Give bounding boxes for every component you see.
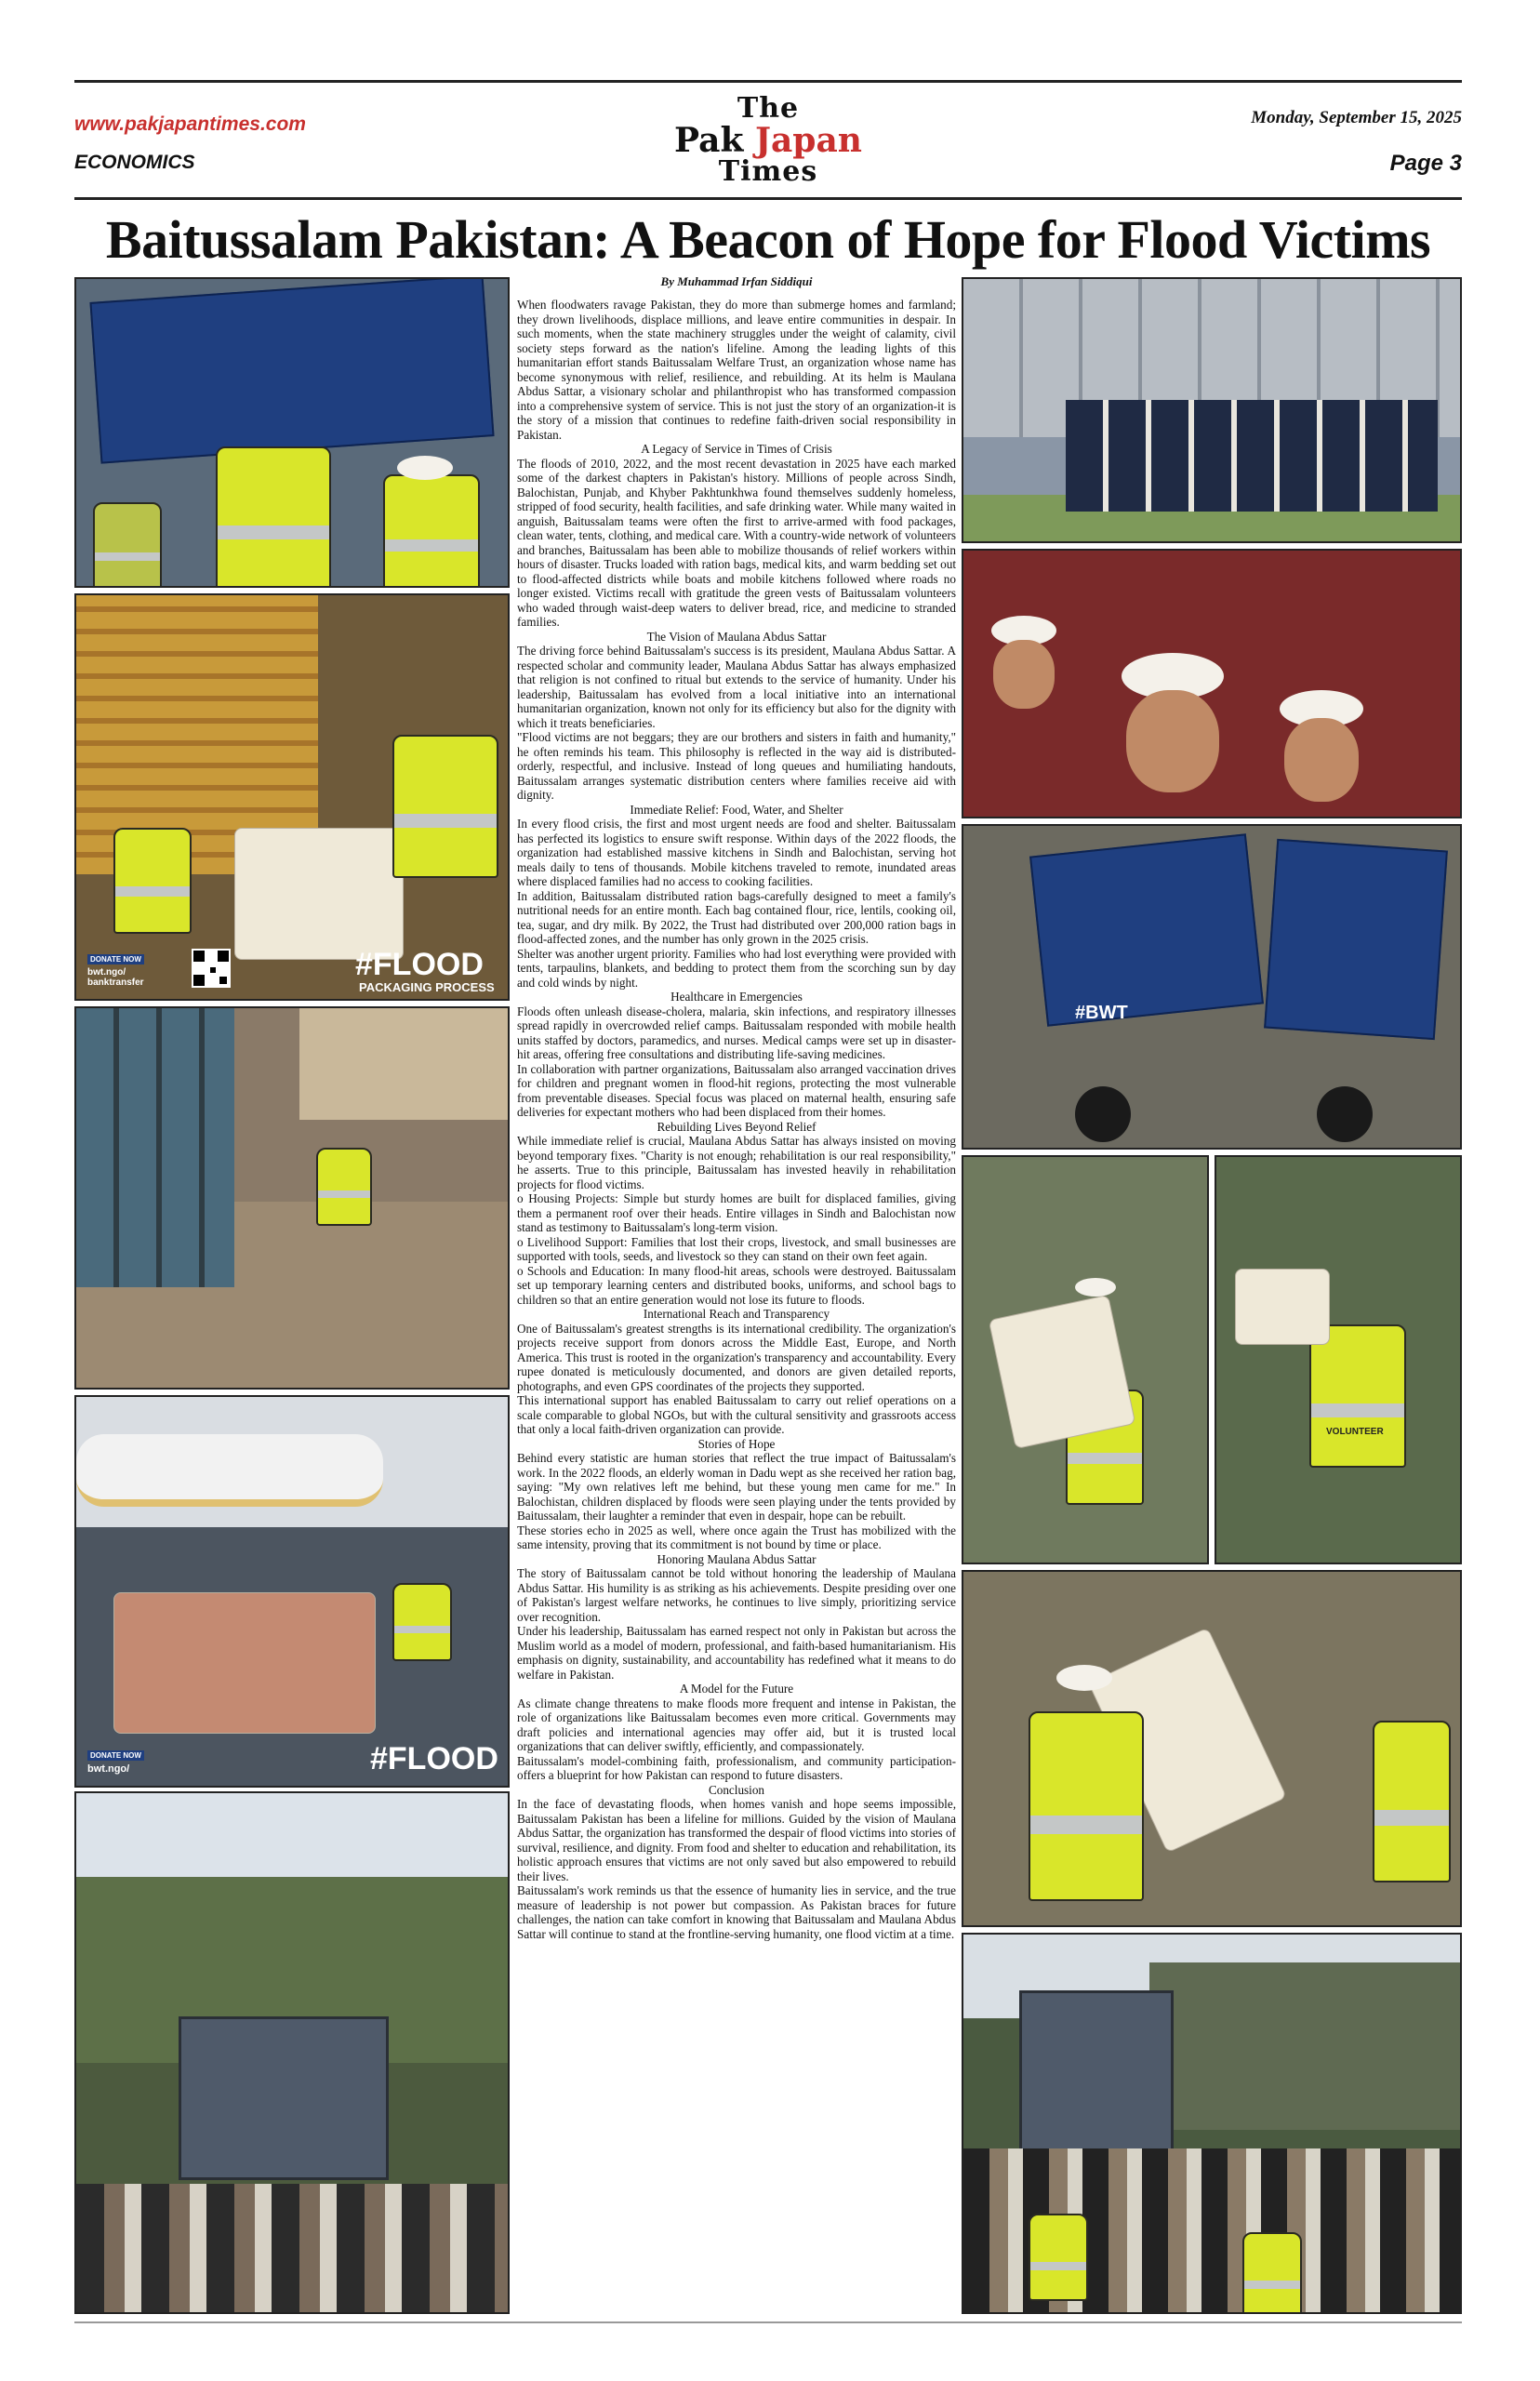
article-subheading: The Vision of Maulana Abdus Sattar	[646, 629, 827, 644]
article-paragraph: This international support has enabled Baitussalam to carry out relief operations on a scale comparable to global NGOs, but with the cultural sensitivity and grassroots access that only a local faith-driven organization can provide.	[517, 1393, 956, 1436]
article-paragraph: The story of Baitussalam cannot be told without honoring the leadership of Maulana Abdus Sattar. His humility is as striking as his achievements. Despite presiding over one of Pakistan's largest welfare networks, he continues to live simply, prioritizing service over recognition.	[517, 1566, 956, 1624]
article-subheading: A Legacy of Service in Times of Crisis	[641, 442, 832, 456]
photo-banner-volunteers	[74, 277, 510, 588]
volunteer-tag: VOLUNTEER	[1326, 1427, 1384, 1437]
relief-truck	[1019, 1990, 1174, 2154]
ration-sack	[1235, 1269, 1330, 1345]
photo-ration-handover	[962, 1570, 1462, 1927]
issue-date: Monday, September 15, 2025	[1251, 108, 1462, 127]
article-paragraph: In the face of devastating floods, when homes vanish and hope seems impossible, Baitussalam Pakistan has been a lifeline for millions. Guided by the vision of Maulana Abdus Sattar, the organization has transformed the despair of flood victims into stories of survival, resilience, and dignity. From food and shelter to education and rehabilitation, its holistic approach ensures that victims are not only saved but also empowered to rebuild their lives.	[517, 1797, 956, 1883]
article-subheading: Stories of Hope	[697, 1436, 776, 1451]
article-paragraph: While immediate relief is crucial, Maulana Abdus Sattar has always insisted on moving beyond temporary fixes. "Charity is not enough; rehabilitation is our real responsibility," he asserts. True to this principle, Baitussalam has invested heavily in rehabilitation projects for flood victims.	[517, 1134, 956, 1191]
logo-pak: Pak	[674, 121, 744, 160]
article-subheading: Rebuilding Lives Beyond Relief	[657, 1119, 816, 1134]
volunteer-vest	[216, 446, 331, 588]
article-paragraph: Baitussalam's work reminds us that the essence of humanity lies in service, and the true measure of leadership is not power but compassion. As Pakistan braces for future challenges, the nation can take comfort in knowing that Baitussalam and Maulana Abdus Sattar will continue to stand at the frontline-serving humanity, one flood victim at a time.	[517, 1883, 956, 1941]
photo-students-auditorium	[962, 549, 1462, 818]
article-paragraph: The driving force behind Baitussalam's success is its president, Maulana Abdus Sattar. A respected scholar and community leader, Maulana Abdus Sattar has always emphasized that religion is not confined to ritual but extends to the service of humanity. Under his leadership, Baitussalam has evolved from a local initiative into an international humanitarian organization, known not only for its efficiency but also for the dignity with which it treats beneficiaries.	[517, 644, 956, 730]
article-paragraph: Floods often unleash disease-cholera, malaria, skin infections, and respiratory illnesses spread rapidly in overcrowded relief camps. Baitussalam responded with mobile health units staffed by doctors, paramedics, and nurses. Medical camps were set up in disaster-hit areas, offering free consultations and distributing life-saving medicines.	[517, 1004, 956, 1061]
photo-flooded-street	[74, 1006, 510, 1390]
students-group	[1066, 400, 1438, 512]
article-subheading: Healthcare in Emergencies	[670, 990, 803, 1004]
photo-airport-cargo	[74, 1395, 510, 1788]
volunteer-vest	[1373, 1721, 1451, 1882]
prayer-cap	[1056, 1665, 1112, 1691]
volunteer-vest	[392, 735, 498, 878]
bottom-rule	[74, 2321, 1462, 2323]
volunteer-vest	[1242, 2232, 1302, 2314]
article-subheading: Immediate Relief: Food, Water, and Shelter	[630, 802, 843, 817]
section-label: ECONOMICS	[74, 152, 195, 173]
truck-banner-left	[1029, 833, 1264, 1026]
article-paragraph: In every flood crisis, the first and most urgent needs are food and shelter. Baitussalam has perfected its logistics to ensure swift response. Within days of the 2022 floods, the organization had established massive kitchens in Sindh and Balochistan, serving hot meals daily to tens of thousands. Mobile kitchens traveled to remote, inundated areas where displaced families had no access to cooking facilities.	[517, 817, 956, 888]
bank-link: bwt.ngo/ banktransfer	[87, 967, 144, 988]
article-paragraph: In addition, Baitussalam distributed ration bags-carefully designed to meet a family's nutritional needs for an entire month. Each bag contained flour, rice, lentils, cooking oil, tea, sugar, and dry milk. By 2022, the Trust had distributed over 200,000 ration bags in flood-affected zones, and the number has only grown in the 2025 crisis.	[517, 888, 956, 946]
donate-label: DONATE NOW	[87, 1750, 144, 1761]
volunteer-vest	[113, 828, 192, 934]
student-face	[1284, 718, 1359, 802]
aircraft	[76, 1434, 383, 1507]
student-face	[993, 640, 1055, 709]
photo-loading-sacks-right	[1215, 1155, 1462, 1564]
article-paragraph: Under his leadership, Baitussalam has earned respect not only in Pakistan but across the Muslim world as a model of modern, professional, and faith-based humanitarianism. His emphasis on dignity, sustainability, and accountability has redefined what it means to do welfare in Pakistan.	[517, 1624, 956, 1682]
article-paragraph: As climate change threatens to make floods more frequent and intense in Pakistan, the role of organizations like Baitussalam becomes even more critical. Governments may draft policies and international agencies may offer aid, but it is trusted local organizations that can deliver swiftly, efficiently, and compassionately.	[517, 1696, 956, 1753]
cargo-pallet	[113, 1592, 376, 1734]
student-face	[1126, 690, 1219, 792]
ngo-link: bwt.ngo/	[87, 1763, 130, 1775]
article-subheading: Honoring Maulana Abdus Sattar	[657, 1551, 816, 1566]
photo-packaging-process	[74, 593, 510, 1001]
article-paragraph: One of Baitussalam's greatest strengths is its international credibility. The organization's projects receive support from donors across the Middle East, Europe, and North America. This trust is rooted in the organization's transparency and accountability. Every rupee donated is meticulously documented, and donors are given detailed reports, photographs, and even GPS coordinates of the projects they supported.	[517, 1321, 956, 1393]
prayer-cap	[397, 456, 453, 480]
headline: Baitussalam Pakistan: A Beacon of Hope for Flood Victims	[105, 209, 1431, 270]
sack	[234, 828, 404, 960]
photo-students-standing	[962, 277, 1462, 543]
site-url[interactable]: www.pakjapantimes.com	[74, 113, 306, 135]
article-paragraph: Behind every statistic are human stories that reflect the true impact of Baitussalam's work. In the 2022 floods, an elderly woman in Dadu wept as she received her ration bag, saying: "My own relatives left me behind, but these young men came for me." In Balochistan, children displaced by floods were seen playing under the tents provided by Baitussalam, their laughter a reminder that even in despair, hope can be rebuilt.	[517, 1451, 956, 1523]
truck-wheel	[1075, 1086, 1131, 1142]
prayer-cap	[1075, 1278, 1116, 1297]
logo-the: The	[737, 92, 800, 125]
truck-banner-right	[1264, 839, 1448, 1040]
volunteer-vest	[1309, 1324, 1406, 1468]
photo-bwt-truck	[962, 824, 1462, 1150]
volunteer-vest	[316, 1148, 372, 1226]
volunteer-vest	[392, 1583, 452, 1661]
article-paragraph: The floods of 2010, 2022, and the most recent devastation in 2025 have each marked some of the darkest chapters in Pakistan's history. Millions of people across Sindh, Balochistan, Punjab, and Khyber Pakhtunkhwa found themselves suddenly homeless, stripped of food security, health facilities, and safe drinking water. While many waited in anguish, Baitussalam teams were often the first to arrive-armed with food packages, clean water, tents, clothing, and medical care. With a country-wide network of volunteers and branches, Baitussalam has been able to mobilize thousands of relief workers within hours of disaster. Trucks loaded with ration bags, medical kits, and warm bedding set out to flood-affected districts while boats and mobile kitchens followed where roads no longer existed. Victims recall with gratitude the green vests of Baitussalam volunteers who waded through waist-deep waters to deliver bread, rice, and medicine to stranded families.	[517, 456, 956, 629]
article-subheading: International Reach and Transparency	[643, 1307, 830, 1321]
packaging-caption: PACKAGING PROCESS	[359, 980, 495, 994]
photo-crowd-distribution	[962, 1933, 1462, 2314]
article-paragraph: Shelter was another urgent priority. Families who had lost everything were provided with tents, tarpaulins, blankets, and bedding to protect them from the scorching sun by day and cold winds by night.	[517, 946, 956, 990]
logo-middle	[595, 123, 941, 158]
article-paragraph: When floodwaters ravage Pakistan, they do more than submerge homes and farmland; they drown livelihoods, displace millions, and leave entire communities in despair. In such moments, when the state machinery struggles under the weight of calamity, civil society steps forward as the nation's lifeline. Among the leading lights of this humanitarian effort stands Baitussalam Welfare Trust, an organization whose name has become synonymous with relief, resilience, and rebuilding. At its helm is Maulana Abdus Sattar, a visionary scholar and philanthropist who has transformed compassion into a comprehensive system of service. This is not just the story of an organization-it is the story of a mission that continues to redefine faith-driven social responsibility in Pakistan.	[517, 298, 956, 442]
bwt-tag: #BWT	[1075, 1003, 1128, 1023]
newspaper-logo	[595, 92, 941, 188]
truck-wheel	[1317, 1086, 1373, 1142]
volunteer-vest	[1029, 2214, 1088, 2301]
article-paragraph: "Flood victims are not beggars; they are our brothers and sisters in faith and humanity," he often reminds his team. This philosophy is reflected in the way aid is distributed-orderly, respectful, and inclusive. Instead of long queues and humiliating handouts, Baitussalam arranges systematic distribution centers where families receive aid with dignity.	[517, 730, 956, 802]
shops-row	[76, 1008, 234, 1287]
qr-code-icon	[192, 949, 231, 988]
article-paragraph: o Housing Projects: Simple but sturdy homes are built for displaced families, giving them a permanent roof over their heads. Entire villages in Sindh and Balochistan now stand as testimony to Baitussalam's long-term vision.	[517, 1191, 956, 1234]
article-paragraph: Baitussalam's model-combining faith, professionalism, and community participation-offers a blueprint for how Pakistan can respond to future disasters.	[517, 1753, 956, 1782]
sky	[299, 1008, 508, 1120]
ration-sack	[989, 1295, 1136, 1449]
logo-times: Times	[718, 155, 818, 188]
top-rule	[74, 80, 1462, 83]
volunteer-vest	[93, 502, 162, 588]
masthead-rule	[74, 197, 1462, 200]
flood-hashtag-2: #FLOOD	[370, 1741, 498, 1776]
relief-banner	[89, 277, 494, 464]
relief-truck	[179, 2016, 389, 2180]
flood-hashtag: #FLOOD	[355, 947, 484, 982]
article-paragraph: These stories echo in 2025 as well, where once again the Trust has mobilized with the same intensity, proving that its commitment is not bound by time or place.	[517, 1523, 956, 1551]
article-paragraph: In collaboration with partner organizations, Baitussalam also arranged vaccination drives for children and pregnant women in flood-hit regions, protecting the most vulnerable from preventable diseases. Special focus was placed on maternal health, ensuring safe deliveries for expectant mothers who had been displaced from their homes.	[517, 1061, 956, 1119]
byline: By Muhammad Irfan Siddiqui	[660, 274, 813, 288]
volunteer-vest	[1029, 1711, 1144, 1901]
photo-mountain-relief-truck	[74, 1791, 510, 2314]
donate-label: DONATE NOW	[87, 954, 144, 964]
crowd	[76, 2184, 510, 2314]
hillside	[1149, 1962, 1462, 2130]
article-subheading: Conclusion	[708, 1782, 765, 1797]
article-paragraph: o Livelihood Support: Families that lost their crops, livestock, and small businesses are supported with tools, seeds, and livestock so they can stand on their own feet again.	[517, 1234, 956, 1263]
article-body	[517, 298, 956, 1941]
page-number: Page 3	[1389, 151, 1462, 176]
volunteer-vest	[383, 474, 480, 588]
article-paragraph: o Schools and Education: In many flood-hit areas, schools were destroyed. Baitussalam set up temporary learning centers and distributed books, uniforms, and school bags to children so that an entire generation would not lose its future to floods.	[517, 1263, 956, 1307]
article-subheading: A Model for the Future	[679, 1682, 794, 1696]
logo-japan: Japan	[754, 121, 862, 160]
photo-loading-sacks-left	[962, 1155, 1209, 1564]
